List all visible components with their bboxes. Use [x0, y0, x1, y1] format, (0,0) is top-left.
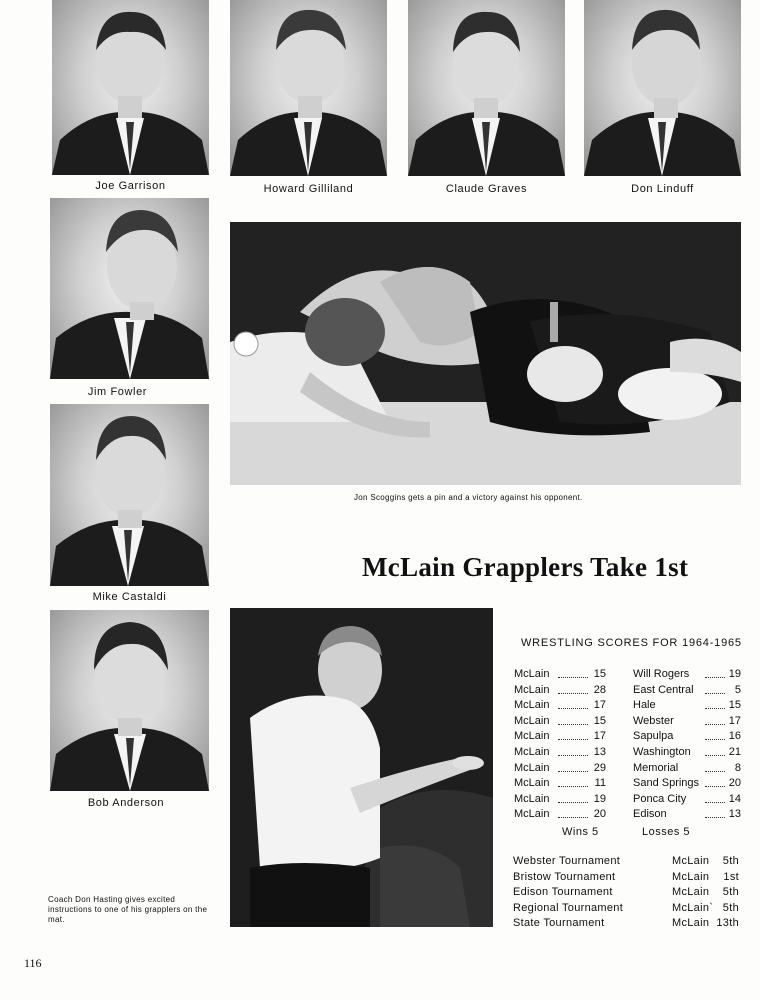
- score-row-opponent: [633, 698, 741, 713]
- wrestlers-figure: [230, 222, 741, 485]
- team-score: 29: [593, 762, 606, 774]
- leader-dots: [558, 755, 588, 756]
- leader-dots: [558, 786, 588, 787]
- wins-text: Wins 5: [562, 826, 599, 838]
- portrait-figure: [52, 0, 209, 175]
- coach-photo: [230, 608, 493, 927]
- coach-photo-caption: Coach Don Hasting gives excited instructions to one of his grapplers on the mat.: [48, 895, 208, 924]
- tournament-place: 13th: [716, 917, 739, 929]
- opponent-name: Washington: [633, 746, 691, 758]
- opponent-name: Ponca City: [633, 793, 687, 805]
- opponent-score: 8: [734, 762, 741, 774]
- team-score: 20: [593, 808, 606, 820]
- portrait-name: Joe Garrison: [95, 180, 166, 192]
- tournament-name: Bristow Tournament: [513, 871, 616, 883]
- score-row-mclain: [514, 729, 606, 744]
- tournament-name: Regional Tournament: [513, 902, 624, 914]
- losses-text: Losses 5: [642, 826, 691, 838]
- tournament-name: Webster Tournament: [513, 855, 621, 867]
- team-score: 28: [593, 684, 606, 696]
- team-score: 15: [593, 715, 606, 727]
- score-row-mclain: [514, 683, 606, 698]
- leader-dots: [705, 771, 725, 772]
- team-name: McLain: [514, 777, 550, 789]
- tournament-place: 1st: [723, 871, 739, 883]
- leader-dots: [705, 817, 725, 818]
- opponent-name: Edison: [633, 808, 667, 820]
- team-name: McLain: [514, 730, 550, 742]
- page-number: 116: [24, 956, 42, 970]
- wrestling-action-photo: [230, 222, 741, 485]
- team-score: 17: [593, 730, 606, 742]
- tournament-school: McLain: [672, 855, 710, 867]
- scores-title: WRESTLING SCORES FOR 1964-1965: [521, 637, 742, 649]
- portrait-photo: [584, 0, 741, 176]
- opponent-name: Sapulpa: [633, 730, 674, 742]
- coach-figure: [230, 608, 493, 927]
- tournament-school: McLain`: [672, 902, 714, 914]
- score-row-opponent: [633, 792, 741, 807]
- team-score: 11: [594, 777, 606, 789]
- portrait-photo: [50, 404, 209, 586]
- portrait-name: Jim Fowler: [87, 386, 148, 398]
- leader-dots: [705, 708, 725, 709]
- score-row-opponent: [633, 729, 741, 744]
- wrestling-photo-caption: Jon Scoggins gets a pin and a victory against his opponent.: [354, 493, 583, 502]
- season-record: [562, 826, 691, 838]
- opponent-name: Hale: [633, 699, 656, 711]
- team-score: 19: [593, 793, 606, 805]
- opponent-name: East Central: [633, 684, 694, 696]
- portrait-figure: [584, 0, 741, 176]
- team-name: McLain: [514, 746, 550, 758]
- score-row-mclain: [514, 776, 606, 791]
- leader-dots: [558, 802, 588, 803]
- leader-dots: [558, 739, 588, 740]
- portrait-figure: [50, 610, 209, 791]
- score-row-mclain: [514, 761, 606, 776]
- portrait-photo: [230, 0, 387, 176]
- tournament-school: McLain: [672, 871, 710, 883]
- leader-dots: [705, 802, 725, 803]
- score-row-mclain: [514, 698, 606, 713]
- team-name: McLain: [514, 793, 550, 805]
- opponent-score: 20: [728, 777, 741, 789]
- leader-dots: [705, 693, 725, 694]
- opponent-name: Will Rogers: [633, 668, 690, 680]
- team-name: McLain: [514, 762, 550, 774]
- team-name: McLain: [514, 808, 550, 820]
- page-headline: McLain Grapplers Take 1st: [362, 552, 689, 582]
- portrait-figure: [50, 404, 209, 586]
- opponent-score: 21: [728, 746, 741, 758]
- team-name: McLain: [514, 715, 550, 727]
- tournament-name: State Tournament: [513, 917, 605, 929]
- opponent-score: 17: [728, 715, 741, 727]
- leader-dots: [558, 771, 588, 772]
- team-score: 17: [593, 699, 606, 711]
- team-name: McLain: [514, 699, 550, 711]
- portrait-name: Don Linduff: [631, 183, 694, 195]
- tournament-school: McLain: [672, 886, 710, 898]
- portrait-figure: [230, 0, 387, 176]
- leader-dots: [558, 693, 588, 694]
- portrait-figure: [408, 0, 565, 176]
- opponent-score: 19: [728, 668, 741, 680]
- tournament-school: McLain: [672, 917, 710, 929]
- score-row-opponent: [633, 761, 741, 776]
- score-row-mclain: [514, 792, 606, 807]
- tournament-row: [513, 901, 739, 916]
- score-row-opponent: [633, 776, 741, 791]
- portrait-photo: [408, 0, 565, 176]
- team-name: McLain: [514, 684, 550, 696]
- leader-dots: [558, 708, 588, 709]
- opponent-name: Webster: [633, 715, 674, 727]
- portrait-photo: [52, 0, 209, 175]
- leader-dots: [705, 786, 725, 787]
- opponent-name: Memorial: [633, 762, 679, 774]
- leader-dots: [705, 755, 725, 756]
- team-score: 15: [593, 668, 606, 680]
- tournament-place: 5th: [722, 902, 739, 914]
- tournament-row: [513, 870, 739, 885]
- leader-dots: [705, 739, 725, 740]
- leader-dots: [558, 677, 588, 678]
- opponent-score: 16: [728, 730, 741, 742]
- score-row-mclain: [514, 745, 606, 760]
- opponent-score: 14: [728, 793, 741, 805]
- portrait-photo: [50, 198, 209, 379]
- portrait-photo: [50, 610, 209, 791]
- score-row-opponent: [633, 714, 741, 729]
- score-row-opponent: [633, 683, 741, 698]
- opponent-score: 15: [728, 699, 741, 711]
- leader-dots: [705, 724, 725, 725]
- tournament-place: 5th: [722, 855, 739, 867]
- leader-dots: [705, 677, 725, 678]
- score-row-opponent: [633, 807, 741, 822]
- opponent-name: Sand Springs: [633, 777, 700, 789]
- portrait-name: Bob Anderson: [87, 797, 165, 809]
- score-row-mclain: [514, 807, 606, 822]
- team-name: McLain: [514, 668, 550, 680]
- tournament-row: [513, 916, 739, 931]
- portrait-name: Mike Castaldi: [92, 591, 167, 603]
- score-row-opponent: [633, 667, 741, 682]
- leader-dots: [558, 724, 588, 725]
- tournament-name: Edison Tournament: [513, 886, 613, 898]
- score-row-opponent: [633, 745, 741, 760]
- tournament-row: [513, 854, 739, 869]
- tournament-row: [513, 885, 739, 900]
- score-row-mclain: [514, 667, 606, 682]
- opponent-score: 13: [728, 808, 741, 820]
- score-row-mclain: [514, 714, 606, 729]
- team-score: 13: [593, 746, 606, 758]
- tournament-place: 5th: [722, 886, 739, 898]
- opponent-score: 5: [734, 684, 741, 696]
- leader-dots: [558, 817, 588, 818]
- portrait-name: Howard Gilliland: [263, 183, 354, 195]
- portrait-name: Claude Graves: [445, 183, 528, 195]
- portrait-figure: [50, 198, 209, 379]
